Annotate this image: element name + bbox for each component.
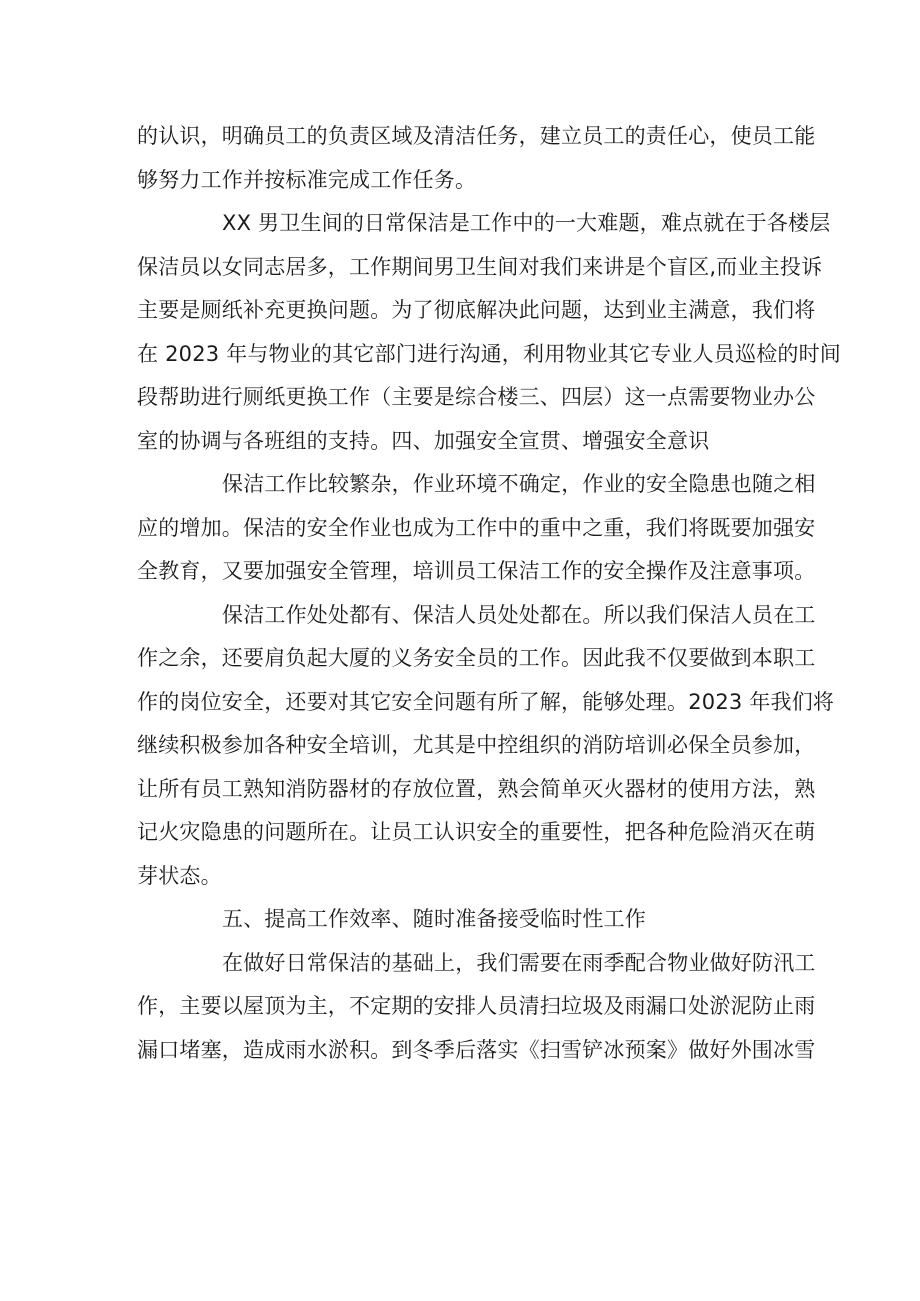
paragraph-4 (137, 594, 835, 899)
text-line: 保洁工作处处都有、保洁人员处处都在。所以我们保洁人员在工 (222, 602, 816, 627)
section-heading (137, 898, 787, 942)
text-line: 在做好日常保洁的基础上，我们需要在雨季配合物业做好防汛工 (222, 950, 816, 975)
text-line: 全教育，又要加强安全管理，培训员工保洁工作的安全操作及注意事项。 (137, 559, 816, 583)
paragraph-3 (137, 463, 816, 594)
text-line: XX 男卫生间的日常保洁是工作中的一大难题，难点就在于各楼层 (222, 211, 831, 235)
text-line: 应的增加。保洁的安全作业也成为工作中的重中之重，我们将既要加强安 (137, 515, 816, 540)
text-line: 保洁员以女同志居多，工作期间男卫生间对我们来讲是个盲区,而业主投诉 (137, 254, 823, 279)
paragraph-1 (137, 115, 816, 202)
text-line: 作，主要以屋顶为主，不定期的安排人员清扫垃圾及雨漏口处淤泥防止雨 (137, 994, 816, 1018)
text-line: 在 2023 年与物业的其它部门进行沟通，利用物业其它专业人员巡检的时间 (137, 341, 841, 366)
text-line: 室的协调与各班组的支持。四、加强安全宣贯、增强安全意识 (137, 428, 710, 453)
text-line: 记火灾隐患的问题所在。让员工认识安全的重要性，把各种危险消灭在萌 (137, 820, 816, 844)
paragraph-2 (137, 202, 841, 463)
paragraph-6 (137, 942, 816, 1073)
text-line: 保洁工作比较繁杂，作业环境不确定，作业的安全隐患也随之相 (222, 472, 816, 496)
text-line: 漏口堵塞，造成雨水淤积。到冬季后落实《扫雪铲冰预案》做好外围冰雪 (137, 1037, 816, 1062)
text-line: 主要是厕纸补充更换问题。为了彻底解决此问题，达到业主满意，我们将 (137, 298, 816, 322)
text-line: 够努力工作并按标准完成工作任务。 (137, 167, 477, 192)
text-line: 作的岗位安全，还要对其它安全问题有所了解，能够处理。2023 年我们将 (137, 689, 835, 714)
text-line: 段帮助进行厕纸更换工作（主要是综合楼三、四层）这一点需要物业办公 (137, 385, 816, 409)
text-line: 五、提高工作效率、随时准备接受临时性工作 (222, 907, 646, 931)
text-line: 作之余，还要肩负起大厦的义务安全员的工作。因此我不仅要做到本职工 (137, 646, 816, 670)
document-body (137, 115, 841, 1072)
text-line: 让所有员工熟知消防器材的存放位置，熟会简单灭火器材的使用方法，熟 (137, 776, 816, 801)
text-line: 的认识，明确员工的负责区域及清洁任务，建立员工的责任心，使员工能 (137, 124, 816, 148)
text-line: 芽状态。 (137, 863, 222, 888)
text-line: 继续积极参加各种安全培训，尤其是中控组织的消防培训必保全员参加， (137, 733, 816, 757)
